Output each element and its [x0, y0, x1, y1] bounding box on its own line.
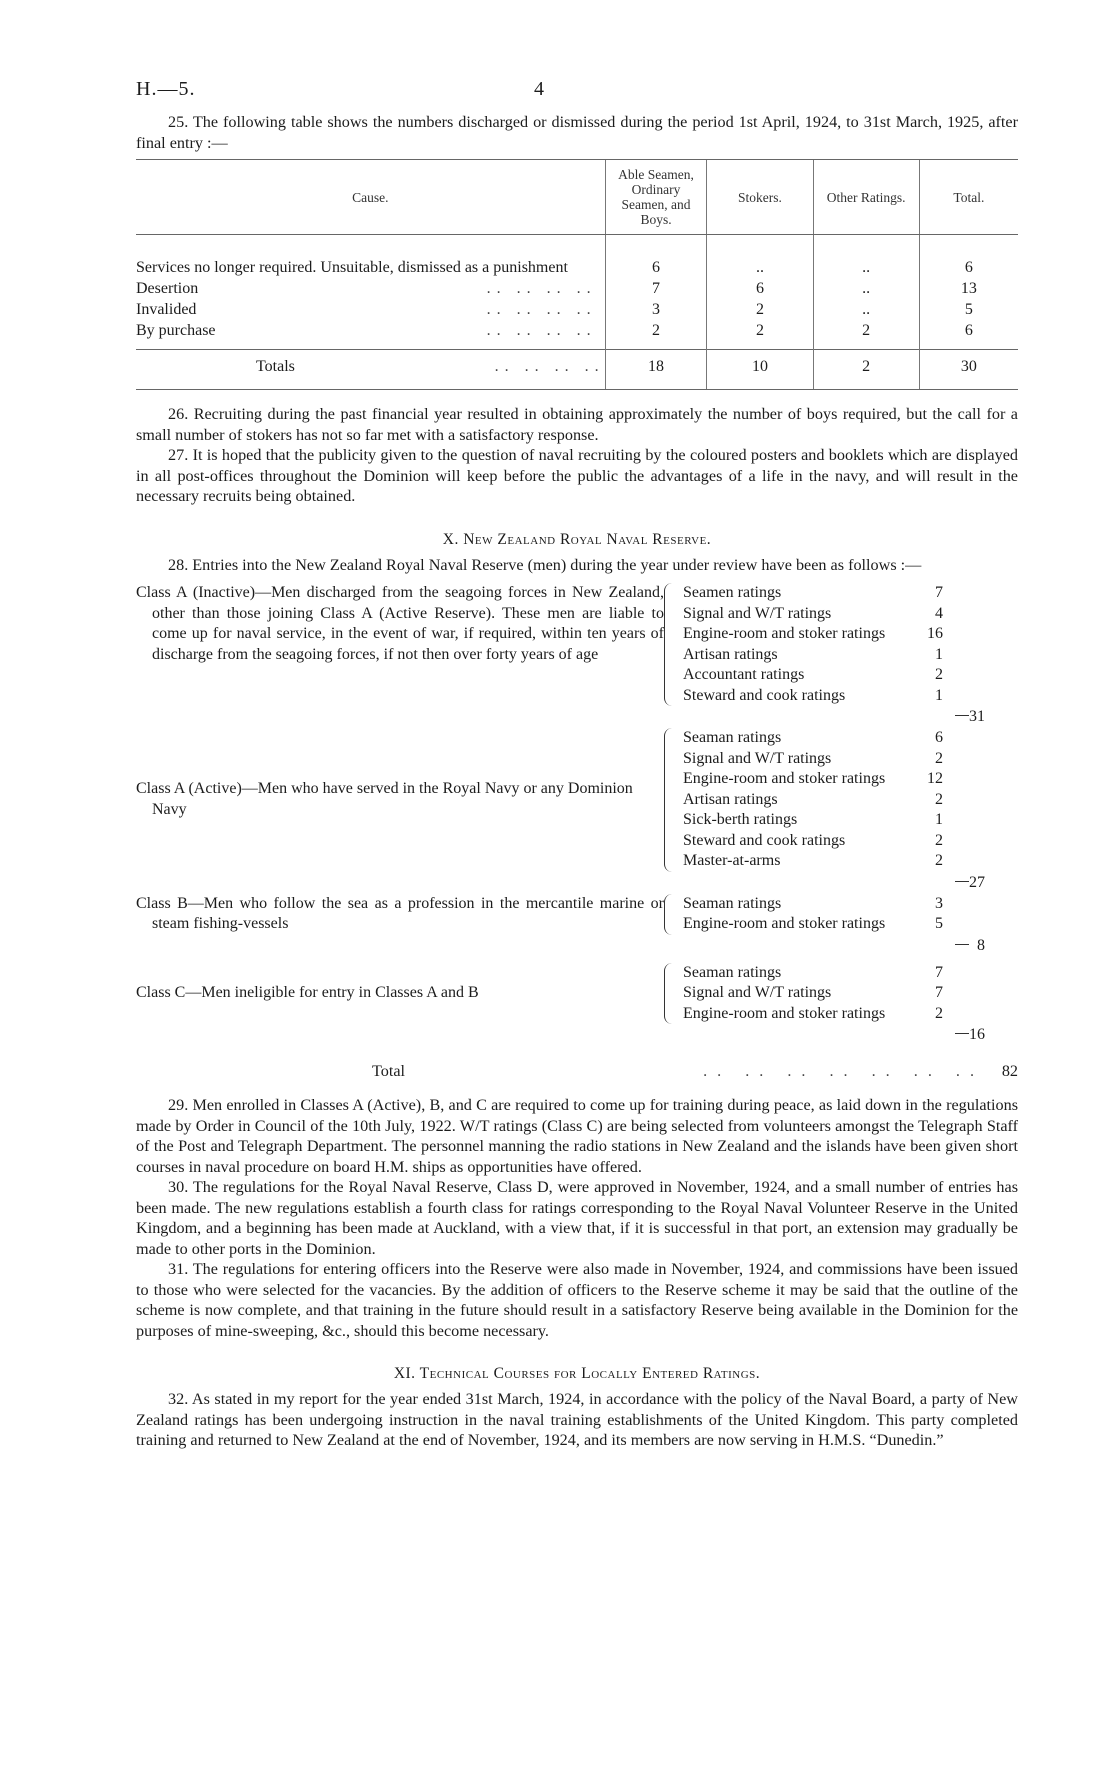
page-number: 4 [534, 78, 544, 100]
brace [664, 894, 677, 935]
class-description [136, 728, 664, 872]
list-item [683, 624, 943, 645]
row-stokers: 6 [707, 278, 813, 299]
item-value: 2 [935, 831, 943, 849]
subtotal-rule [955, 1033, 969, 1034]
leader-dots: .. .. .. .. .. .. .. [703, 1062, 984, 1080]
item-label: Artisan ratings [683, 645, 778, 663]
page-header [136, 78, 1018, 112]
list-item [683, 851, 943, 872]
row-cause [136, 299, 605, 320]
row-stokers: 2 [707, 299, 813, 320]
item-label: Steward and cook ratings [683, 831, 846, 849]
subtotal-rule [955, 715, 969, 716]
list-item [683, 686, 943, 707]
cause-label: Invalided [136, 301, 197, 318]
table-row [136, 278, 1018, 299]
reserve-class-a-active [136, 728, 1018, 891]
item-value: 4 [935, 604, 943, 622]
row-seamen: 2 [605, 320, 707, 350]
paragraph-25: 25. The following table shows the numbers discharged or dismissed during the period 1st April, 1924, to 31st March, 1925, after final entry :— [136, 113, 1018, 152]
subtotal-value: 27 [969, 873, 985, 891]
cause-label: By purchase [136, 322, 216, 339]
class-description-text: Class A (Inactive)—Men discharged from the seagoing forces in New Zealand, other than those joining Class A (Active Reserve). These men are liable to come up for naval service, in the event of war, if required, within ten years of discharge from the seagoing forces, if not then over forty years of age [136, 584, 664, 663]
item-value: 2 [935, 666, 943, 683]
class-items [683, 963, 943, 1025]
document-code: H.—5. [136, 78, 196, 100]
item-value: 12 [927, 770, 943, 787]
reserve-class-c [136, 963, 1018, 1043]
col-total: Total. [919, 160, 1018, 235]
brace [664, 583, 677, 706]
class-description-text: Class C—Men ineligible for entry in Classes A and B [136, 984, 479, 1001]
section-heading-x: X. New Zealand Royal Naval Reserve. [442, 530, 712, 548]
list-item [683, 665, 943, 686]
item-label: Master-at-arms [683, 852, 781, 869]
list-item [683, 769, 943, 790]
item-value: 6 [935, 729, 943, 746]
item-value: 2 [935, 852, 943, 869]
class-items [683, 894, 943, 935]
class-description-text: Class B—Men who follow the sea as a profession in the mercantile marine or steam fishing-vessels [136, 894, 664, 932]
item-value: 2 [935, 749, 943, 767]
leader-dots: .. .. .. .. [486, 322, 597, 339]
subtotal-rule [955, 881, 969, 882]
item-value: 7 [935, 963, 943, 981]
list-item [683, 645, 943, 666]
grand-total-value: 82 [1001, 1062, 1018, 1080]
list-item [683, 810, 943, 831]
class-subtotal [943, 728, 985, 891]
class-items [683, 583, 943, 706]
reserve-class-b [136, 894, 1018, 954]
list-item [683, 728, 943, 749]
table-row [136, 235, 1018, 279]
row-seamen: 6 [605, 235, 707, 279]
item-value: 2 [935, 1004, 943, 1022]
col-cause: Cause. [136, 160, 605, 235]
table-row [136, 320, 1018, 350]
class-subtotal [943, 583, 985, 725]
brace [664, 728, 677, 872]
section-heading-xi: XI. Technical Courses for Locally Entered Ratings. [393, 1365, 761, 1382]
row-total: 6 [919, 235, 1018, 279]
totals-total: 30 [919, 350, 1018, 390]
paragraph-30: 30. The regulations for the Royal Naval Reserve, Class D, were approved in November, 1924, and a small number of entries has been made. The new regulations establish a fourth class for ratings corresponding to the Royal Naval Volunteer Reserve in the United Kingdom, and a beginning has been made at Auckland, with a view that, if it is successful in that port, an extension may gradually be made to other ports in the Dominion. [136, 1178, 1018, 1258]
paragraph-29: 29. Men enrolled in Classes A (Active), B, and C are required to come up for training during peace, as laid down in the regulations made by Order in Council of the 10th July, 1922. W/T ratings (Class C) are being selected from volunteers amongst the Telegraph Staff of the Post and Telegraph Department. The personnel manning the radio stations in New Zealand and the islands have been given short courses in naval procedure on board H.M. ships as opportunities have offered. [136, 1096, 1018, 1176]
row-stokers: .. [707, 235, 813, 279]
item-value: 3 [935, 894, 943, 912]
paragraph-26: 26. Recruiting during the past financial year resulted in obtaining approximately the number of boys required, but the call for a small number of stokers has not so far met with a satisfactory response. [136, 405, 1018, 444]
item-value: 7 [935, 984, 943, 1001]
table-header-row [136, 160, 1018, 235]
col-seamen: Able Seamen, Ordinary Seamen, and Boys. [605, 160, 707, 235]
totals-stokers: 10 [707, 350, 813, 390]
leader-dots: .. .. .. .. [486, 280, 597, 297]
paragraph-28: 28. Entries into the New Zealand Royal Naval Reserve (men) during the year under review have been as follows :— [168, 555, 922, 574]
row-total: 13 [919, 278, 1018, 299]
document-page [136, 78, 1018, 1451]
totals-seamen: 18 [605, 350, 707, 390]
paragraph-32: 32. As stated in my report for the year ended 31st March, 1924, in accordance with the policy of the Naval Board, a party of New Zealand ratings has been undergoing instruction in the naval training establishments of the United Kingdom. This party completed training and returned to New Zealand at the end of November, 1924, and its members are now serving in H.M.S. “Dunedin.” [136, 1390, 1018, 1449]
item-value: 16 [927, 625, 943, 642]
row-cause: Services no longer required. Unsuitable, dismissed as a punishment [136, 259, 568, 276]
list-item [683, 604, 943, 625]
item-value: 1 [935, 811, 943, 828]
row-other: 2 [813, 320, 919, 350]
subtotal-value: 16 [969, 1026, 985, 1043]
item-label: Seaman ratings [683, 729, 782, 746]
leader-dots: .. .. .. .. [494, 358, 605, 375]
totals-other: 2 [813, 350, 919, 390]
row-other: .. [813, 235, 919, 279]
leader-dots: .. .. .. .. [486, 301, 597, 318]
row-other: .. [813, 299, 919, 320]
list-item [683, 831, 943, 852]
item-label: Seaman ratings [683, 963, 782, 981]
item-label: Artisan ratings [683, 790, 778, 808]
class-description [136, 963, 664, 1025]
reserve-class-a-inactive [136, 583, 1018, 725]
item-value: 1 [935, 645, 943, 663]
class-description [136, 583, 664, 706]
paragraph-31: 31. The regulations for entering officers into the Reserve were also made in November, 1924, and commissions have been issued to those who were selected for the vacancies. By the addition of officers to the Reserve scheme it may be said that the outline of the scheme is now complete, and that training in the future should result in a satisfactory Reserve being available in the Dominion for the purposes of mine-sweeping, &c., should this become necessary. [136, 1260, 1018, 1340]
list-item [683, 914, 943, 935]
item-label: Signal and W/T ratings [683, 984, 832, 1001]
list-item [683, 749, 943, 770]
row-stokers: 2 [707, 320, 813, 350]
class-subtotal [943, 963, 985, 1043]
row-total: 5 [919, 299, 1018, 320]
col-other: Other Ratings. [813, 160, 919, 235]
class-items [683, 728, 943, 872]
list-item [683, 963, 943, 984]
grand-total-row [136, 1062, 1018, 1081]
item-label: Engine-room and stoker ratings [683, 1004, 886, 1022]
item-label: Seaman ratings [683, 894, 782, 912]
class-description-text: Class A (Active)—Men who have served in the Royal Navy or any Dominion Navy [136, 780, 633, 818]
totals-label: Totals [256, 358, 295, 375]
subtotal-value: 8 [977, 936, 985, 954]
subtotal-rule [955, 944, 969, 945]
row-seamen: 7 [605, 278, 707, 299]
subtotal-value: 31 [969, 708, 985, 725]
list-item [683, 894, 943, 915]
discharges-table [136, 159, 1018, 390]
item-label: Signal and W/T ratings [683, 604, 832, 622]
list-item [683, 583, 943, 604]
row-other: .. [813, 278, 919, 299]
item-label: Sick-berth ratings [683, 811, 798, 828]
item-label: Signal and W/T ratings [683, 749, 832, 767]
row-total: 6 [919, 320, 1018, 350]
class-subtotal [943, 894, 985, 954]
item-label: Seamen ratings [683, 584, 782, 601]
item-label: Engine-room and stoker ratings [683, 625, 886, 642]
paragraph-27: 27. It is hoped that the publicity given to the question of naval recruiting by the coloured posters and booklets which are displayed in all post-offices throughout the Dominion will keep before the public the advantages of a life in the navy, and will result in the necessary recruits being obtained. [136, 446, 1018, 505]
table-row [136, 299, 1018, 320]
item-value: 2 [935, 790, 943, 808]
row-cause [136, 278, 605, 299]
list-item [683, 1004, 943, 1025]
item-label: Engine-room and stoker ratings [683, 770, 886, 787]
grand-total-label: Total [372, 1062, 406, 1080]
item-label: Accountant ratings [683, 666, 805, 683]
col-stokers: Stokers. [707, 160, 813, 235]
item-value: 7 [935, 584, 943, 601]
item-label: Steward and cook ratings [683, 686, 846, 704]
class-description [136, 894, 664, 935]
list-item [683, 983, 943, 1004]
item-value: 5 [935, 915, 943, 932]
row-cause [136, 320, 605, 350]
brace [664, 963, 677, 1025]
item-label: Engine-room and stoker ratings [683, 915, 886, 932]
list-item [683, 790, 943, 811]
totals-label-cell [136, 350, 605, 390]
totals-row [136, 350, 1018, 390]
cause-label: Desertion [136, 280, 199, 297]
row-seamen: 3 [605, 299, 707, 320]
item-value: 1 [935, 686, 943, 704]
